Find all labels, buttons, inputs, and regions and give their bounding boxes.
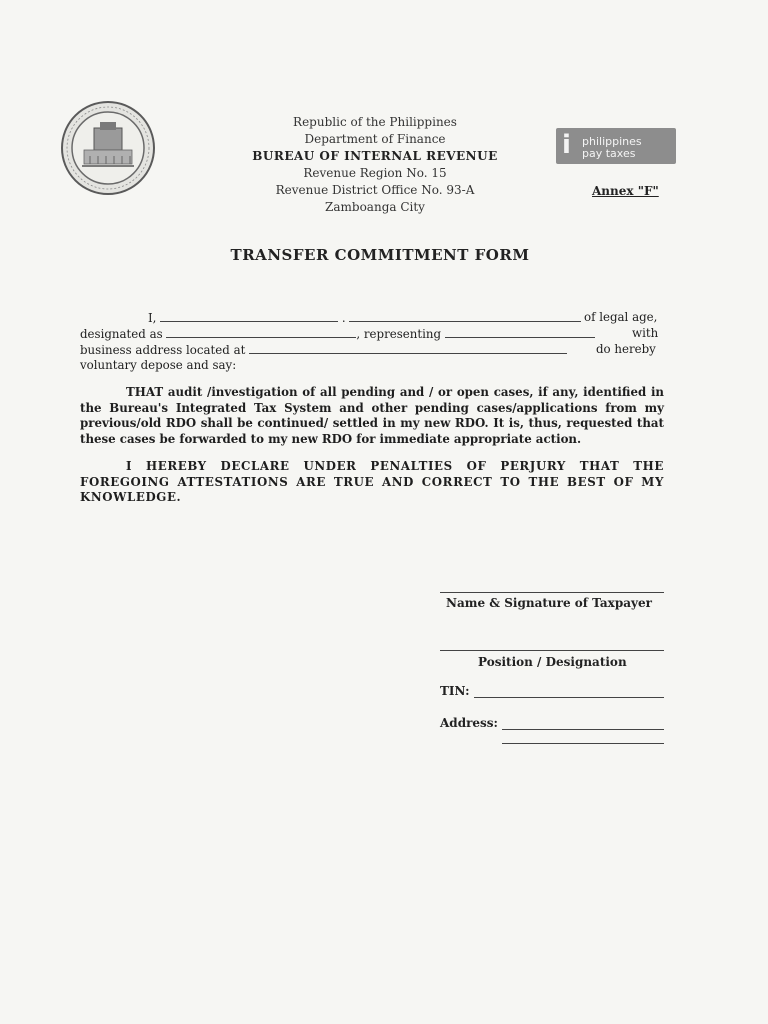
philippines-pay-taxes-logo [556, 128, 676, 164]
representing-label: , representing [356, 327, 441, 341]
designated-as-label: designated as [80, 327, 163, 341]
intro-row-2 [80, 326, 595, 343]
designation-field[interactable] [166, 326, 356, 338]
bir-seal-icon [60, 100, 156, 196]
header-district-office: Revenue District Office No. 93-A [275, 183, 475, 197]
business-address-label: business address located at [80, 343, 246, 357]
with-text: with [632, 326, 659, 340]
header-bureau: BUREAU OF INTERNAL REVENUE [252, 149, 498, 163]
name-field-2[interactable] [349, 310, 581, 322]
address-field-1[interactable] [502, 729, 664, 730]
name-signature-label: Name & Signature of Taxpayer [446, 596, 652, 610]
tin-label: TIN: [440, 684, 470, 698]
header-city: Zamboanga City [325, 200, 425, 214]
address-label: Address: [440, 716, 498, 730]
legal-age-text: of legal age, [584, 310, 658, 324]
representing-field[interactable] [445, 326, 595, 338]
intro-row-3 [80, 342, 567, 359]
business-address-field[interactable] [249, 342, 567, 354]
letterhead [200, 114, 550, 216]
logo-i-icon: i [562, 130, 571, 160]
voluntary-depose-text: voluntary depose and say: [80, 358, 237, 372]
intro-i: I, [148, 311, 157, 325]
logo-text-pay-taxes: pay taxes [582, 147, 636, 160]
header-region: Revenue Region No. 15 [303, 166, 447, 180]
name-signature-line[interactable] [440, 592, 664, 593]
do-hereby-text: do hereby [596, 342, 656, 356]
declaration-paragraph: I HEREBY DECLARE UNDER PENALTIES OF PERJURY THAT THE FOREGOING ATTESTATIONS ARE TRUE AND CORRECT TO THE BEST OF MY KNOWLEDGE. [80, 459, 664, 504]
form-title: TRANSFER COMMITMENT FORM [230, 246, 530, 264]
position-label: Position / Designation [478, 655, 627, 669]
intro-row-1: I, . [148, 310, 581, 327]
audit-paragraph: THAT audit /investigation of all pending and / or open cases, if any, identified in the Bureau's Integrated Tax System and other pending cases/applications from my previous/old RDO shall be continued/ settled in my new RDO. It is, thus, requested that these cases be forwarded to my new RDO for immediate appropriate action. [80, 385, 664, 446]
name-field[interactable] [160, 310, 338, 322]
header-department: Department of Finance [304, 132, 446, 146]
address-field-2[interactable] [502, 743, 664, 744]
logo-text-philippines: philippines [582, 135, 642, 148]
header-republic: Republic of the Philippines [293, 115, 457, 129]
tin-field[interactable] [474, 697, 664, 698]
annex-label: Annex "F" [592, 184, 659, 198]
position-line[interactable] [440, 650, 664, 651]
